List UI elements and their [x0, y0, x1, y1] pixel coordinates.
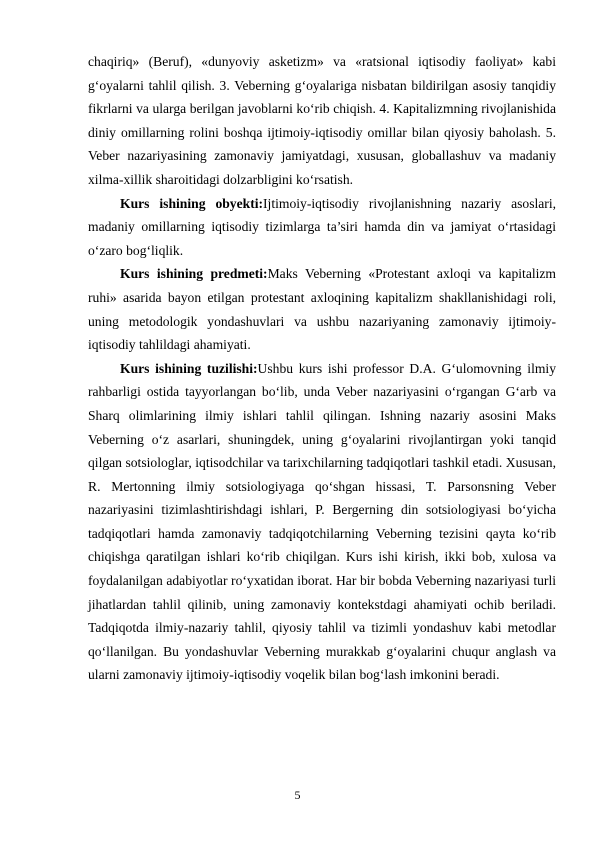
- paragraph-text: Maks Veberning «Protestant axloqi va kapitalizm ruhi» asarida bayon etilgan protestant axloqining kapitalizm shakllanishidagi roli, uning metodologik yondashuvlari va ushbu nazariyaning zamonaviy ijtimoiy-iqtisodiy tahlildagi ahamiyati.: [88, 266, 557, 353]
- paragraph-text: Ijtimoiy-iqtisodiy rivojlanishning nazariy asoslari, madaniy omillarning iqtisodiy tizimlarga ta’siri hamda din va jamiyat o‘rtasidagi o‘zaro bog‘liqlik.: [88, 195, 557, 258]
- page-number: 5: [294, 788, 301, 802]
- paragraph-structure: [88, 357, 556, 687]
- paragraph-goals-continued: [88, 50, 556, 192]
- heading-structure: Kurs ishining tuzilishi:: [120, 360, 258, 376]
- paragraph-text: Ushbu kurs ishi professor D.A. G‘ulomovning ilmiy rahbarligi ostida tayyorlangan bo‘lib, unda Veber nazariyasini o‘rgangan G‘arb va Sharq olimlarining ilmiy ishlari tahlil qilingan. Ishning nazariy asosini Maks Veberning o‘z asarlari, shuningdek, uning g‘oyalarini rivojlantirgan yoki tanqid qilgan sotsiologlar, iqtisodchilar va tarixchilarning tadqiqotlari tashkil etadi. Xususan, R. Mertonning ilmiy sotsiologiyaga qo‘shgan hissasi, T. Parsonsning Veber nazariyasini tizimlashtirishdagi ishlari, P. Bergerning din sotsiologiyasi bo‘yicha tadqiqotlari hamda zamonaviy tadqiqotchilarning Veberning tezisini qayta ko‘rib chiqishga qaratilgan ishlari ko‘rib chiqilgan. Kurs ishi kirish, ikki bob, xulosa va foydalanilgan adabiyotlar ro‘yxatidan iborat. Har bir bobda Veberning nazariyasi turli jihatlardan tahlil qilinib, uning zamonaviy kontekstdagi ahamiyati ochib beriladi. Tadqiqotda ilmiy-nazariy tahlil, qiyosiy tahlil va tizimli yondashuv kabi metodlar qo‘llanilgan. Bu yondashuvlar Veberning murakkab g‘oyalarini chuqur anglash va ularni zamonaviy ijtimoiy-iqtisodiy voqelik bilan bog‘lash imkonini beradi.: [88, 360, 556, 683]
- paragraph-object: [88, 192, 556, 263]
- paragraph-text: chaqiriq» (Beruf), «dunyoviy asketizm» va «ratsional iqtisodiy faoliyat» kabi g‘oyalarni tahlil qilish. 3. Veberning g‘oyalariga nisbatan bildirilgan asosiy tanqidiy fikrlarni va ularga berilgan javoblarni ko‘rib chiqish. 4. Kapitalizmning rivojlanishida diniy omillarning rolini boshqa ijtimoiy-iqtisodiy omillar bilan qiyosiy baholash. 5. Veber nazariyasining zamonaviy jamiyatdagi, xususan, globallashuv va madaniy xilma-xillik sharoitidagi dolzarbligini ko‘rsatish.: [88, 54, 556, 187]
- heading-object: Kurs ishining obyekti:: [120, 195, 264, 211]
- paragraph-subject: [88, 262, 556, 356]
- document-page: [88, 50, 556, 687]
- heading-subject: Kurs ishining predmeti:: [120, 266, 268, 282]
